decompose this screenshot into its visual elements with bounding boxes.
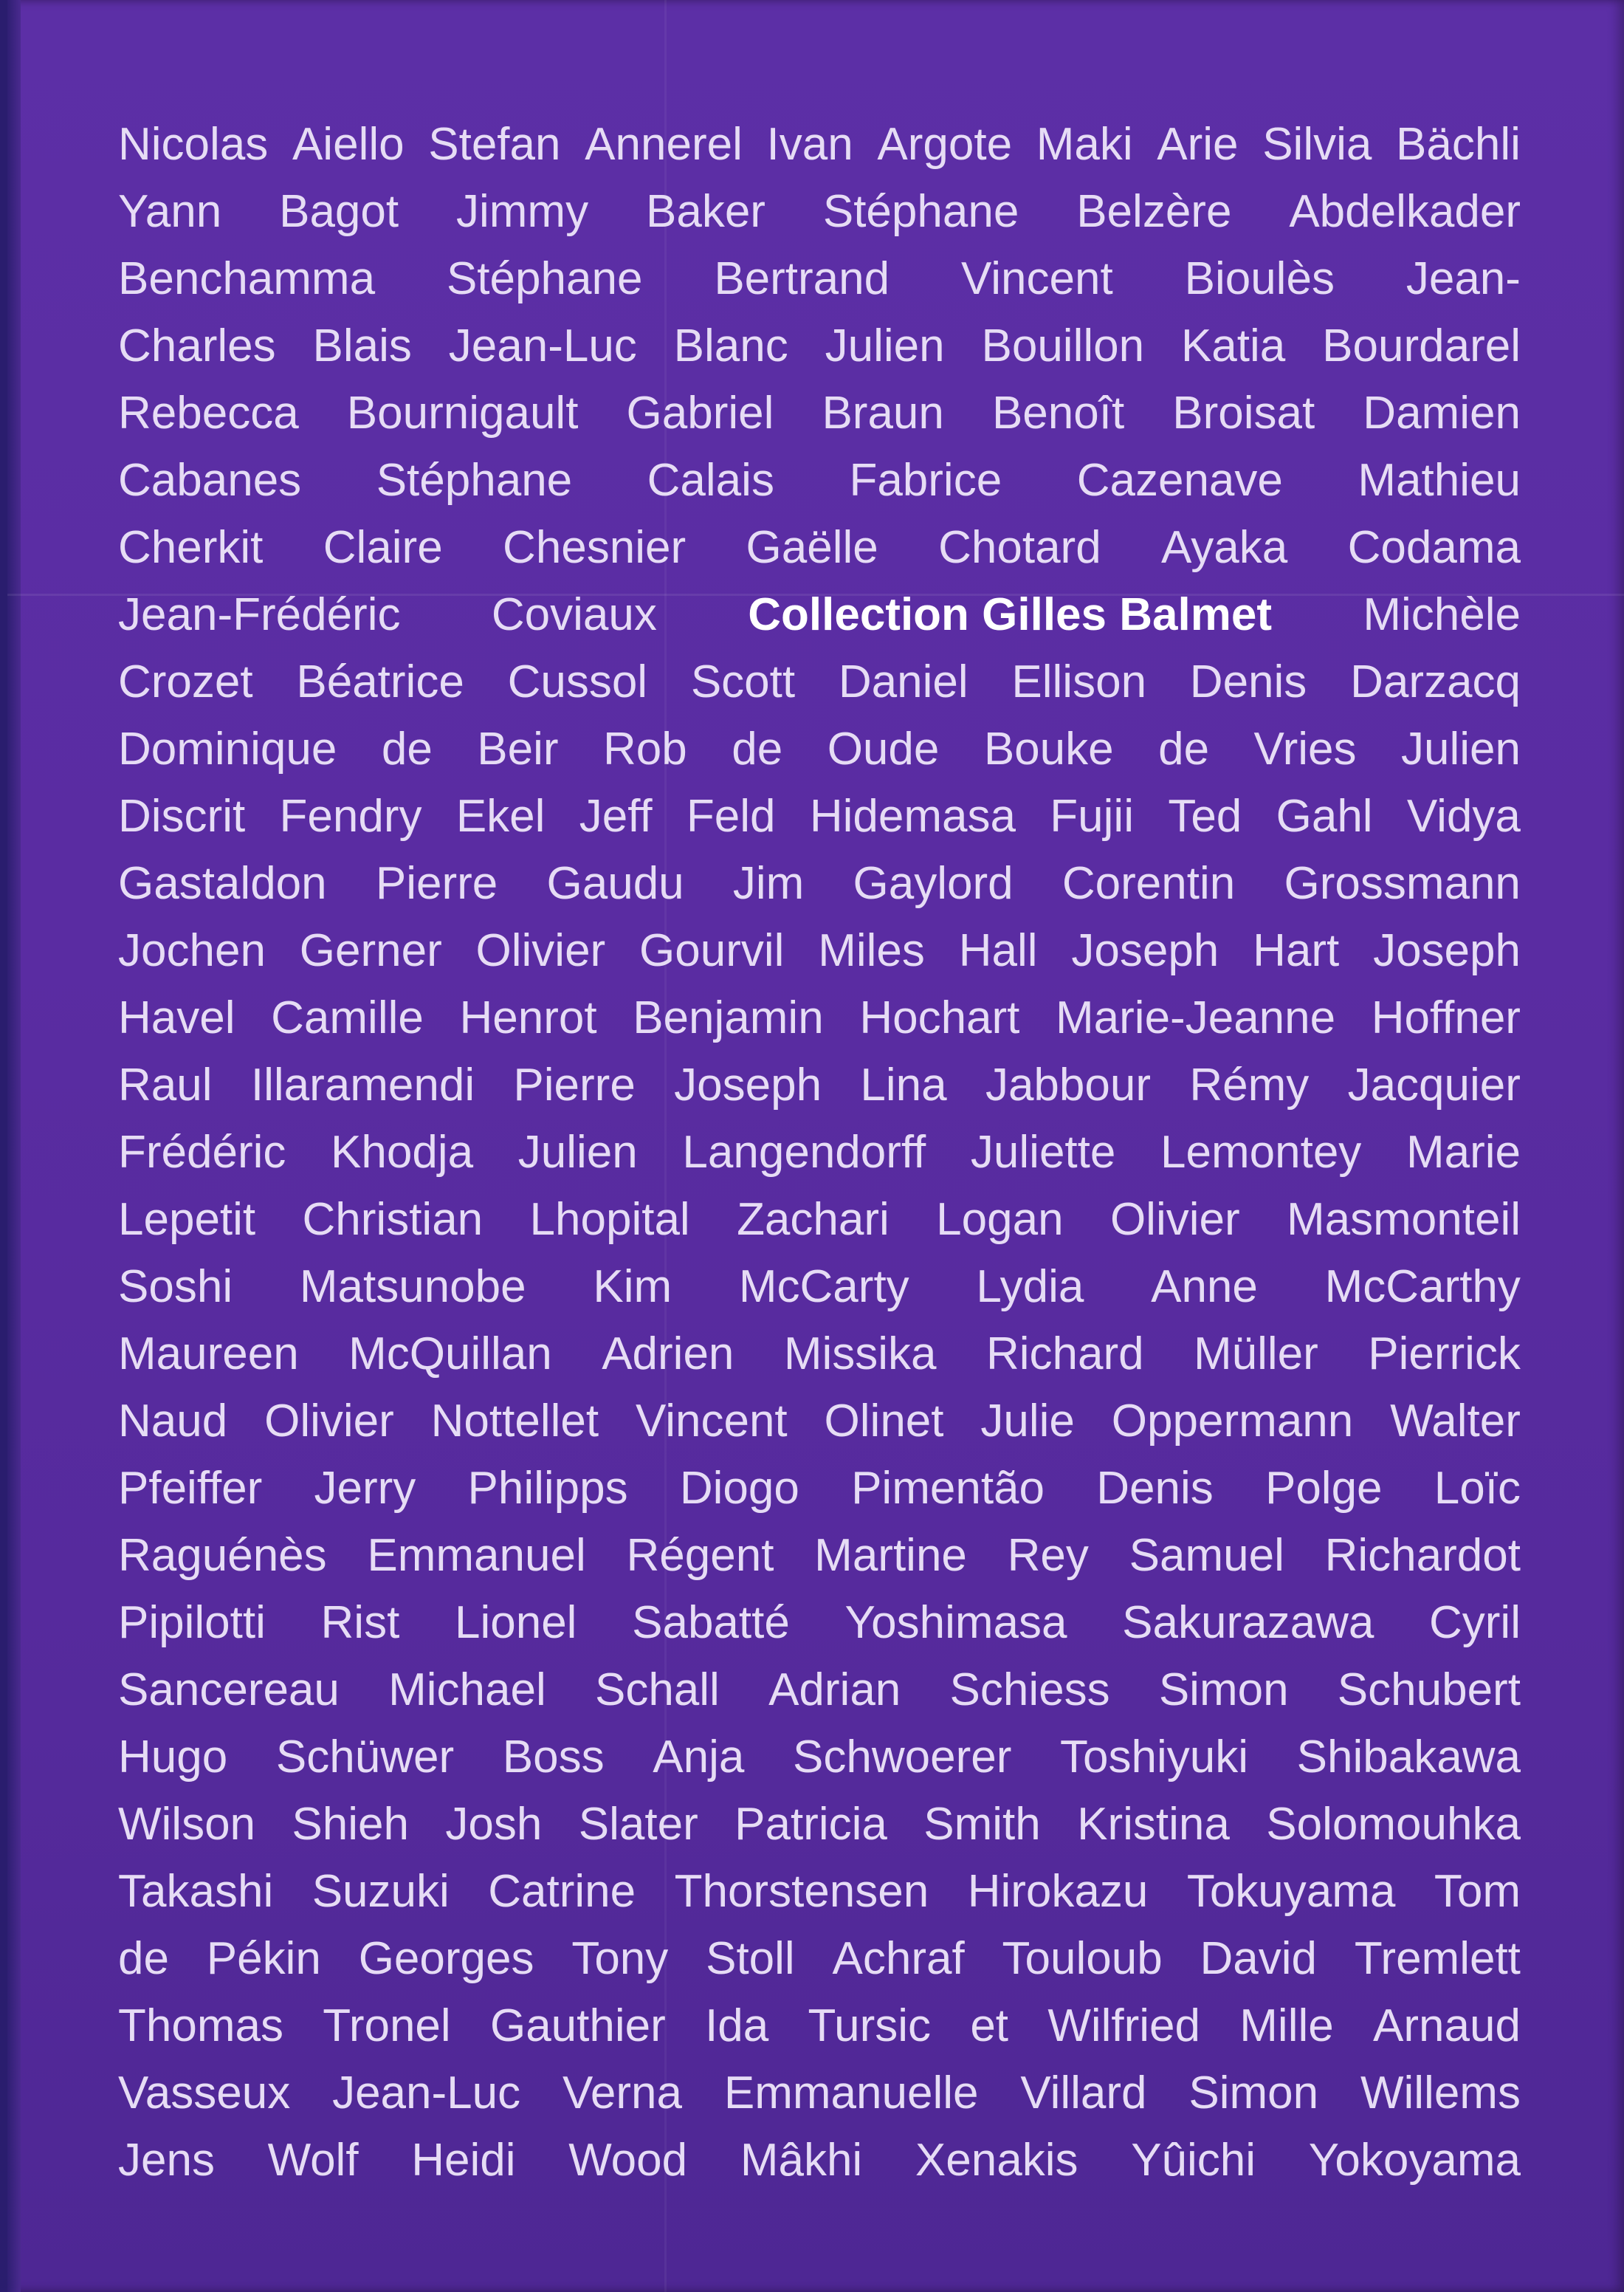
name-word: Wilson bbox=[118, 1799, 256, 1850]
name-word: Raul bbox=[118, 1060, 213, 1111]
name-line bbox=[118, 716, 1521, 783]
name-word: Julien bbox=[825, 320, 945, 371]
name-word: Simon bbox=[1188, 2068, 1319, 2118]
name-word: Khodja bbox=[331, 1127, 474, 1178]
name-word: Argote bbox=[877, 119, 1013, 170]
name-word: Stéphane bbox=[376, 455, 573, 506]
name-word: Rob bbox=[603, 724, 687, 775]
name-word: Julien bbox=[517, 1127, 638, 1178]
name-word: Hirokazu bbox=[967, 1866, 1149, 1917]
name-word: Missika bbox=[783, 1328, 937, 1379]
name-word: Benoît bbox=[991, 388, 1125, 439]
name-word: Silvia bbox=[1262, 119, 1372, 170]
name-word: Jim bbox=[732, 858, 805, 909]
name-word: Verna bbox=[562, 2068, 683, 2118]
name-word: Jean-Frédéric bbox=[118, 589, 401, 640]
name-word: Juliette bbox=[970, 1127, 1116, 1178]
name-word: Soshi bbox=[118, 1261, 233, 1312]
name-word: Hall bbox=[958, 925, 1038, 976]
name-word: Jean-Luc bbox=[332, 2068, 521, 2118]
name-word: Takashi bbox=[118, 1866, 274, 1917]
name-word: Béatrice bbox=[296, 656, 464, 707]
name-word: Lydia bbox=[976, 1261, 1084, 1312]
name-word: Lepetit bbox=[118, 1194, 256, 1245]
name-line bbox=[118, 1589, 1521, 1656]
name-word: Mâkhi bbox=[740, 2135, 863, 2186]
name-word: Emmanuelle bbox=[723, 2068, 979, 2118]
name-word: Boss bbox=[502, 1732, 605, 1783]
name-word: Vidya bbox=[1406, 791, 1521, 842]
name-word: David bbox=[1200, 1933, 1318, 1984]
name-word: Solomouhka bbox=[1266, 1799, 1521, 1850]
name-word: Emmanuel bbox=[367, 1530, 586, 1581]
name-word: Olivier bbox=[1109, 1194, 1240, 1245]
name-word: Pfeiffer bbox=[118, 1463, 263, 1514]
name-word: Marie bbox=[1405, 1127, 1521, 1178]
name-word: McCarty bbox=[738, 1261, 909, 1312]
name-word: Maureen bbox=[118, 1328, 299, 1379]
name-word: Shieh bbox=[292, 1799, 409, 1850]
name-word: Olinet bbox=[824, 1396, 944, 1447]
name-word: Coviaux bbox=[491, 589, 657, 640]
name-word: Müller bbox=[1194, 1328, 1318, 1379]
name-word: Baker bbox=[645, 186, 765, 237]
name-word: Richard bbox=[985, 1328, 1144, 1379]
name-word: Ayaka bbox=[1161, 522, 1288, 573]
name-word: Patricia bbox=[734, 1799, 887, 1850]
name-word: Bertrand bbox=[714, 253, 890, 304]
name-word: Masmonteil bbox=[1287, 1194, 1521, 1245]
name-word: Schiess bbox=[949, 1664, 1110, 1715]
name-word: Chesnier bbox=[503, 522, 687, 573]
name-word: Fujii bbox=[1050, 791, 1134, 842]
name-word: Diogo bbox=[679, 1463, 799, 1514]
name-word: Calais bbox=[647, 455, 774, 506]
name-word: Havel bbox=[118, 992, 235, 1043]
name-word: Anne bbox=[1151, 1261, 1258, 1312]
name-word: Broisat bbox=[1172, 388, 1315, 439]
name-word: Chotard bbox=[938, 522, 1101, 573]
spine-edge bbox=[7, 0, 21, 2292]
name-word: Bourdarel bbox=[1322, 320, 1521, 371]
name-word: Henrot bbox=[459, 992, 597, 1043]
name-word: Ida bbox=[705, 2000, 769, 2051]
name-word: Yokoyama bbox=[1308, 2135, 1521, 2186]
name-word: et bbox=[970, 2000, 1009, 2051]
name-word: Pimentão bbox=[851, 1463, 1045, 1514]
name-word: Samuel bbox=[1129, 1530, 1284, 1581]
name-line bbox=[118, 984, 1521, 1051]
name-line bbox=[118, 850, 1521, 917]
name-word: Bournigault bbox=[346, 388, 579, 439]
name-word: Bouillon bbox=[981, 320, 1145, 371]
name-word: Jean- bbox=[1405, 253, 1521, 304]
name-word: Rey bbox=[1007, 1530, 1089, 1581]
name-line bbox=[118, 514, 1521, 581]
name-line bbox=[118, 1522, 1521, 1589]
name-word: Tony bbox=[571, 1933, 669, 1984]
name-word: Georges bbox=[358, 1933, 534, 1984]
name-word: Toshiyuki bbox=[1060, 1732, 1249, 1783]
name-word: Adrien bbox=[602, 1328, 734, 1379]
name-word: Jerry bbox=[314, 1463, 416, 1514]
name-line bbox=[118, 1455, 1521, 1522]
name-word: Olivier bbox=[264, 1396, 394, 1447]
name-word: Fendry bbox=[279, 791, 422, 842]
name-word: Miles bbox=[818, 925, 925, 976]
name-line bbox=[118, 2059, 1521, 2127]
name-word: Hidemasa bbox=[809, 791, 1016, 842]
name-word: Gauthier bbox=[489, 2000, 666, 2051]
name-word: Yoshimasa bbox=[844, 1597, 1067, 1648]
name-word: Joseph bbox=[1071, 925, 1219, 976]
name-word: Denis bbox=[1096, 1463, 1214, 1514]
name-word: Tremlett bbox=[1354, 1933, 1521, 1984]
name-word: Schüwer bbox=[275, 1732, 455, 1783]
name-word: Lhopital bbox=[529, 1194, 690, 1245]
name-line bbox=[118, 917, 1521, 984]
name-word: Illaramendi bbox=[250, 1060, 475, 1111]
name-word: Martine bbox=[814, 1530, 967, 1581]
name-word: Stefan bbox=[428, 119, 561, 170]
name-word: Josh bbox=[445, 1799, 543, 1850]
name-word: Shibakawa bbox=[1296, 1732, 1521, 1783]
name-word: Damien bbox=[1363, 388, 1521, 439]
name-line bbox=[118, 1253, 1521, 1320]
name-word: Ellison bbox=[1011, 656, 1147, 707]
name-word: Jeff bbox=[579, 791, 653, 842]
name-word: Slater bbox=[578, 1799, 698, 1850]
name-word: Belzère bbox=[1076, 186, 1232, 237]
name-word: Jimmy bbox=[456, 186, 589, 237]
name-word: Beir bbox=[477, 724, 559, 775]
name-line bbox=[118, 1186, 1521, 1253]
name-line bbox=[118, 2127, 1521, 2194]
name-word: Bouke bbox=[983, 724, 1114, 775]
name-word: Gahl bbox=[1276, 791, 1373, 842]
name-line bbox=[118, 783, 1521, 850]
name-word: Langendorff bbox=[682, 1127, 926, 1178]
name-word: Thomas bbox=[118, 2000, 283, 2051]
name-word: Marie-Jeanne bbox=[1056, 992, 1336, 1043]
name-word: Crozet bbox=[118, 656, 253, 707]
name-word: Sakurazawa bbox=[1122, 1597, 1374, 1648]
name-word: Simon bbox=[1158, 1664, 1289, 1715]
name-word: de bbox=[1158, 724, 1210, 775]
name-word: Pierrick bbox=[1368, 1328, 1521, 1379]
name-word: Grossmann bbox=[1284, 858, 1521, 909]
name-word: Kristina bbox=[1077, 1799, 1230, 1850]
name-word: Lemontey bbox=[1160, 1127, 1362, 1178]
name-word: Jacquier bbox=[1347, 1060, 1521, 1111]
name-word: Ivan bbox=[766, 119, 853, 170]
name-word: Olivier bbox=[475, 925, 606, 976]
name-word: Suzuki bbox=[312, 1866, 450, 1917]
name-word: Schall bbox=[594, 1664, 720, 1715]
name-line bbox=[118, 1387, 1521, 1455]
name-word: Scott bbox=[690, 656, 796, 707]
name-word: Xenakis bbox=[915, 2135, 1078, 2186]
name-word: Abdelkader bbox=[1289, 186, 1521, 237]
name-line bbox=[118, 178, 1521, 245]
name-word: Camille bbox=[271, 992, 424, 1043]
name-word: Thorstensen bbox=[674, 1866, 929, 1917]
name-line bbox=[118, 1925, 1521, 1992]
name-word: Dominique bbox=[118, 724, 337, 775]
name-word: Katia bbox=[1180, 320, 1286, 371]
name-word: Fabrice bbox=[849, 455, 1002, 506]
name-word: Vincent bbox=[635, 1396, 788, 1447]
name-word: Rebecca bbox=[118, 388, 299, 439]
name-word: Heidi bbox=[411, 2135, 516, 2186]
name-word: Frédéric bbox=[118, 1127, 286, 1178]
name-word: Vries bbox=[1253, 724, 1357, 775]
name-word: Kim bbox=[593, 1261, 672, 1312]
name-word: Wood bbox=[568, 2135, 688, 2186]
name-word: Loïc bbox=[1434, 1463, 1521, 1514]
name-word: Willems bbox=[1360, 2068, 1521, 2118]
name-word: Schwoerer bbox=[793, 1732, 1012, 1783]
name-word: Gaylord bbox=[853, 858, 1014, 909]
name-line bbox=[118, 1119, 1521, 1186]
name-word: Hoffner bbox=[1371, 992, 1521, 1043]
name-word: Mathieu bbox=[1358, 455, 1521, 506]
name-word: Jens bbox=[118, 2135, 215, 2186]
name-word: Lionel bbox=[454, 1597, 577, 1648]
name-word: Hugo bbox=[118, 1732, 228, 1783]
name-word: Bioulès bbox=[1184, 253, 1335, 304]
name-word: Blais bbox=[312, 320, 412, 371]
name-word: Walter bbox=[1390, 1396, 1521, 1447]
name-word: Lina bbox=[860, 1060, 947, 1111]
name-word: de bbox=[732, 724, 783, 775]
name-line bbox=[118, 1858, 1521, 1925]
name-word: Cabanes bbox=[118, 455, 302, 506]
name-line bbox=[118, 312, 1521, 380]
name-word: Arnaud bbox=[1373, 2000, 1521, 2051]
name-word: Benjamin bbox=[633, 992, 824, 1043]
name-line bbox=[118, 648, 1521, 716]
name-word: Matsunobe bbox=[299, 1261, 526, 1312]
name-word: Jabbour bbox=[985, 1060, 1152, 1111]
name-word: Yûichi bbox=[1131, 2135, 1256, 2186]
name-word: Hochart bbox=[859, 992, 1020, 1043]
name-word: Nottellet bbox=[430, 1396, 599, 1447]
name-word: Rémy bbox=[1189, 1060, 1310, 1111]
name-word: Nicolas bbox=[118, 119, 269, 170]
name-word: Denis bbox=[1189, 656, 1307, 707]
name-word: Bächli bbox=[1396, 119, 1521, 170]
name-word: Christian bbox=[302, 1194, 484, 1245]
name-word: Achraf bbox=[832, 1933, 965, 1984]
name-word: Zachari bbox=[737, 1194, 890, 1245]
name-word: Stéphane bbox=[822, 186, 1019, 237]
name-word: Naud bbox=[118, 1396, 228, 1447]
name-line bbox=[118, 1723, 1521, 1791]
name-word: Tokuyama bbox=[1186, 1866, 1396, 1917]
name-word: Hart bbox=[1253, 925, 1340, 976]
name-word: Régent bbox=[626, 1530, 774, 1581]
name-word: Blanc bbox=[673, 320, 788, 371]
name-word: Anja bbox=[653, 1732, 745, 1783]
name-word: Raguénès bbox=[118, 1530, 327, 1581]
name-word: Benchamma bbox=[118, 253, 376, 304]
name-word: Michèle bbox=[1363, 589, 1521, 640]
name-word: Cherkit bbox=[118, 522, 264, 573]
name-word: Gastaldon bbox=[118, 858, 327, 909]
name-word: Sabatté bbox=[632, 1597, 790, 1648]
name-line bbox=[118, 581, 1521, 648]
name-word: Pierre bbox=[375, 858, 498, 909]
name-word: Richardot bbox=[1324, 1530, 1521, 1581]
name-line bbox=[118, 1320, 1521, 1387]
name-word: Joseph bbox=[1373, 925, 1521, 976]
name-word: Jochen bbox=[118, 925, 266, 976]
name-word: Charles bbox=[118, 320, 276, 371]
name-word: Tom bbox=[1434, 1866, 1521, 1917]
name-word: Julie bbox=[980, 1396, 1075, 1447]
name-word: Discrit bbox=[118, 791, 246, 842]
name-word: Michael bbox=[388, 1664, 546, 1715]
name-word: Polge bbox=[1265, 1463, 1383, 1514]
name-word: Wilfried bbox=[1047, 2000, 1200, 2051]
name-word: de bbox=[118, 1933, 169, 1984]
name-word: Stéphane bbox=[446, 253, 643, 304]
name-word: Oppermann bbox=[1111, 1396, 1354, 1447]
name-word: Schubert bbox=[1337, 1664, 1521, 1715]
name-line bbox=[118, 380, 1521, 447]
name-word: Rist bbox=[320, 1597, 400, 1648]
name-word: Tursic bbox=[808, 2000, 932, 2051]
name-word: Claire bbox=[323, 522, 443, 573]
name-word: Annerel bbox=[585, 119, 743, 170]
name-word: Yann bbox=[118, 186, 222, 237]
name-word: Gerner bbox=[299, 925, 442, 976]
name-word: Gourvil bbox=[639, 925, 785, 976]
name-word: Stoll bbox=[706, 1933, 795, 1984]
collection-title: Collection Gilles Balmet bbox=[748, 589, 1272, 640]
name-word: Sancereau bbox=[118, 1664, 340, 1715]
name-word: Oude bbox=[827, 724, 940, 775]
name-word: de bbox=[381, 724, 433, 775]
name-word: Vasseux bbox=[118, 2068, 291, 2118]
name-word: Daniel bbox=[838, 656, 968, 707]
name-word: Catrine bbox=[488, 1866, 636, 1917]
name-word: Philipps bbox=[467, 1463, 628, 1514]
name-line bbox=[118, 1791, 1521, 1858]
name-word: Cazenave bbox=[1076, 455, 1283, 506]
name-word: Wolf bbox=[267, 2135, 359, 2186]
name-line bbox=[118, 1051, 1521, 1119]
name-word: Mille bbox=[1239, 2000, 1334, 2051]
name-word: Gaudu bbox=[546, 858, 684, 909]
name-word: Touloub bbox=[1002, 1933, 1163, 1984]
name-word: Julien bbox=[1400, 724, 1521, 775]
name-word: Ted bbox=[1168, 791, 1242, 842]
name-word: Jean-Luc bbox=[448, 320, 637, 371]
name-word: Darzacq bbox=[1350, 656, 1521, 707]
name-line bbox=[118, 111, 1521, 178]
name-word: Joseph bbox=[674, 1060, 822, 1111]
name-word: Feld bbox=[686, 791, 776, 842]
name-word: Ekel bbox=[455, 791, 546, 842]
name-line bbox=[118, 1656, 1521, 1723]
name-word: Smith bbox=[923, 1799, 1041, 1850]
name-line bbox=[118, 447, 1521, 514]
name-word: Gaëlle bbox=[746, 522, 878, 573]
name-line bbox=[118, 245, 1521, 312]
name-word: Pierre bbox=[513, 1060, 636, 1111]
name-word: Codama bbox=[1347, 522, 1521, 573]
name-word: McCarthy bbox=[1324, 1261, 1521, 1312]
name-word: Pipilotti bbox=[118, 1597, 266, 1648]
name-word: Cyril bbox=[1429, 1597, 1521, 1648]
name-word: Adrian bbox=[768, 1664, 901, 1715]
name-word: McQuillan bbox=[348, 1328, 552, 1379]
name-word: Maki bbox=[1036, 119, 1133, 170]
name-word: Aiello bbox=[292, 119, 405, 170]
name-word: Cussol bbox=[507, 656, 648, 707]
name-word: Braun bbox=[822, 388, 944, 439]
name-word: Logan bbox=[936, 1194, 1064, 1245]
name-word: Bagot bbox=[279, 186, 399, 237]
artist-name-list bbox=[118, 111, 1521, 2194]
name-word: Gabriel bbox=[626, 388, 774, 439]
name-word: Tronel bbox=[323, 2000, 451, 2051]
name-word: Pékin bbox=[206, 1933, 321, 1984]
name-line bbox=[118, 1992, 1521, 2059]
name-word: Vincent bbox=[961, 253, 1113, 304]
name-word: Arie bbox=[1157, 119, 1239, 170]
name-word: Villard bbox=[1020, 2068, 1147, 2118]
name-word: Corentin bbox=[1062, 858, 1236, 909]
